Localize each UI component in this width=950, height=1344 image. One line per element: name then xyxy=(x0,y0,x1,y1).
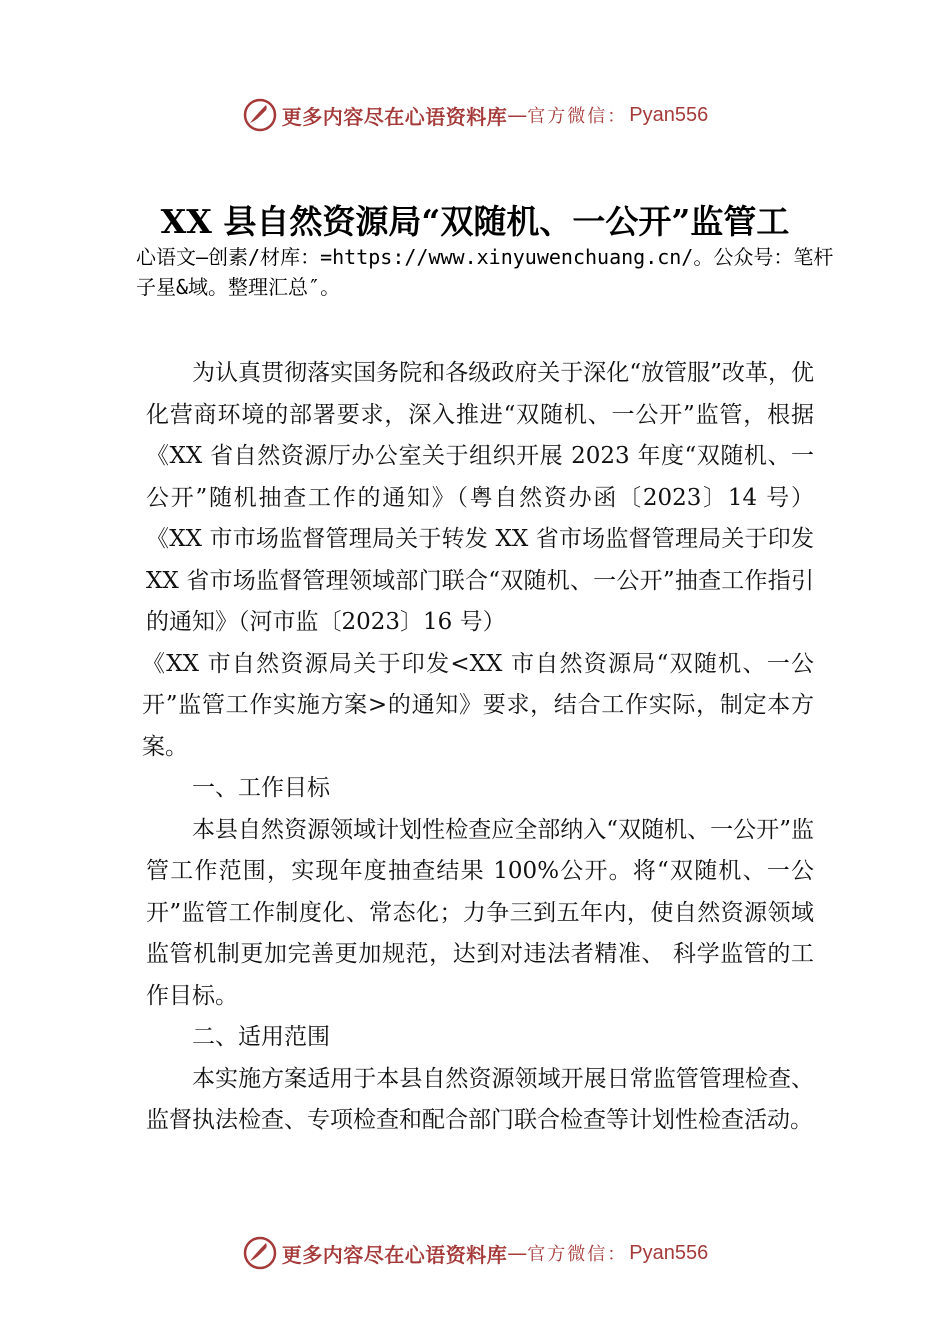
document-title: XX 县自然资源局“双随机、一公开”监管工 xyxy=(160,202,790,241)
document-body xyxy=(142,353,814,1142)
footer-banner xyxy=(0,1231,950,1275)
paragraph-intro: 为认真贯彻落实国务院和各级政府关于深化“放管服”改革，优化营商环境的部署要求，深入推进“双随机、一公开”监管，根据《XX 省自然资源厅办公室关于组织开展 2023 年度“双随机、一公开”随机抽查工作的通知》（粤自然资办函〔2023〕14 号）《XX 市市场监督管理局关于转发 XX 省市场监督管理局关于印发 XX 省市场监督管理领域部门联合“双随机、一公开”抽查工作指引的通知》（河市监〔2023〕16 号） xyxy=(146,360,814,635)
banner-wechat-handle: Pyan556 xyxy=(629,1241,709,1264)
paragraph-work-goals: 本县自然资源领域计划性检查应全部纳入“双随机、一公开”监管工作范围，实现年度抽查结果 100%公开。将“双随机、一公开”监管工作制度化、常态化；力争三到五年内，使自然资源领域监管机制更加完善更加规范，达到对违法者精准、 科学监管的工作目标。 xyxy=(146,816,814,1009)
banner-wechat-label: 官方微信： xyxy=(527,106,628,127)
source-note: 心语文—创素/材库：=https://www.xinyuwenchuang.cn/。公众号：笔杆子星&域。整理汇总″。 xyxy=(136,245,834,299)
banner-brand-text: 更多内容尽在心语资料库 xyxy=(281,104,508,129)
paragraph-intro-continued: 《XX 市自然资源局关于印发<XX 市自然资源局“双随机、一公开”监管工作实施方案>的通知》要求，结合工作实际，制定本方案。 xyxy=(142,650,814,760)
banner-brand-text: 更多内容尽在心语资料库 xyxy=(281,1242,508,1267)
banner-separator: — xyxy=(507,1241,528,1265)
section-heading-work-goals: 一、工作目标 xyxy=(192,775,330,801)
quill-pen-logo-icon xyxy=(242,1235,278,1271)
section-heading-scope: 二、适用范围 xyxy=(192,1024,330,1050)
banner-separator: — xyxy=(507,103,528,127)
quill-pen-logo-icon xyxy=(242,97,278,133)
header-banner xyxy=(0,93,950,137)
paragraph-scope: 本实施方案适用于本县自然资源领域开展日常监管管理检查、监督执法检查、专项检查和配合部门联合检查等计划性检查活动。 xyxy=(146,1065,814,1133)
banner-wechat-label: 官方微信： xyxy=(527,1244,628,1265)
banner-wechat-handle: Pyan556 xyxy=(629,103,709,126)
